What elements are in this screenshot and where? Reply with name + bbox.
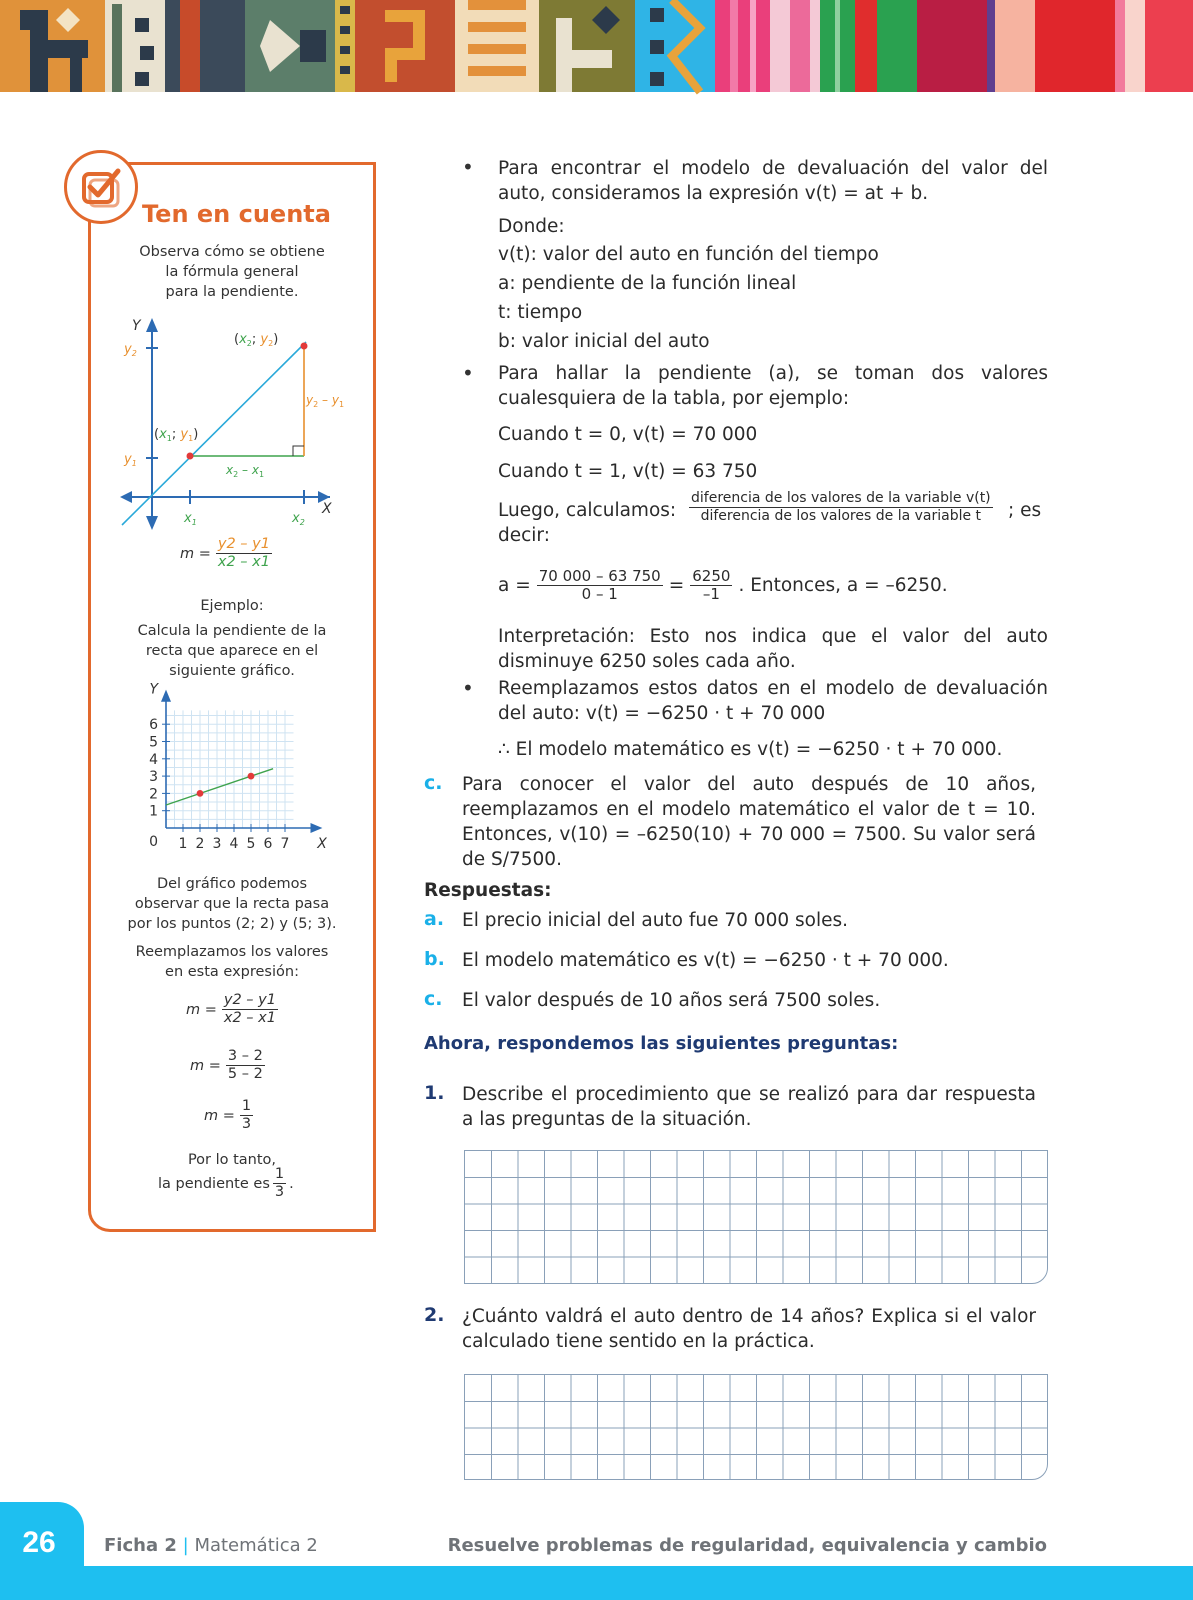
y-axis-label: Y	[149, 681, 158, 698]
definition-t: t: tiempo	[498, 302, 583, 323]
grid-lines	[465, 1151, 1047, 1283]
point-2	[301, 343, 308, 350]
example-label: Ejemplo:	[200, 598, 264, 614]
point-1	[187, 453, 194, 460]
item-c-label: c.	[424, 772, 443, 794]
y-tick-label: 1	[149, 803, 158, 820]
conclusion-line2: la pendiente es $\frac{1}{3}$ .	[158, 1166, 294, 1200]
svg-text:Y: Y	[132, 318, 141, 334]
question-2-text: ¿Cuánto valdrá el auto dentro de 14 años? Explica si el valor calculado tiene sentido en la práctica.	[462, 1306, 1036, 1352]
answer-grid-1[interactable]	[464, 1150, 1048, 1284]
answer-grid-2[interactable]	[464, 1374, 1048, 1480]
difference-ratio: $\frac{\text{diferencia de los valores de la variable v(t)}}{\text{diferencia de los valores de la variable t}}$	[691, 490, 991, 524]
ficha-label: Ficha 2	[104, 1535, 177, 1556]
replace-text: Reemplazamos los valores en esta expresión:	[135, 944, 329, 980]
bullet-2: •	[462, 361, 474, 385]
answer-a-label: a.	[424, 908, 445, 930]
footer-ficha	[104, 1535, 318, 1556]
data-point	[197, 790, 204, 797]
subject-label: Matemática 2	[194, 1535, 318, 1556]
definition-v: v(t): valor del auto en función del tiempo	[498, 244, 879, 265]
question-1-text: Describe el procedimiento que se realizó para dar respuesta a las preguntas de la situación.	[462, 1084, 1036, 1130]
interpretation: Interpretación: Esto nos indica que el valor del auto disminuye 6250 soles cada año.	[498, 626, 1048, 672]
x-tick-label: 2	[195, 836, 205, 852]
x-tick-label: 4	[229, 836, 239, 852]
definition-a: a: pendiente de la función lineal	[498, 273, 797, 294]
tip-title: Ten en cuenta	[142, 200, 331, 228]
case-t0: Cuando t = 0, v(t) = 70 000	[498, 424, 758, 445]
x-axis-arrow	[311, 823, 323, 833]
question-2-number: 2.	[424, 1304, 445, 1326]
footer-bar	[0, 1566, 1193, 1600]
svg-text:(x1; y1): ($x_1$; $y_1$)	[154, 427, 199, 443]
data-point	[248, 773, 255, 780]
answer-c-text: El valor después de 10 años será 7500 soles.	[462, 990, 881, 1011]
slope-diagram	[110, 312, 350, 534]
slope-formula-step2: m = $\frac{3 - 2}{5 - 2}$	[190, 1048, 263, 1082]
donde-label: Donde:	[498, 216, 565, 237]
page-number: 26	[22, 1526, 56, 1559]
y-tick-label: 6	[149, 717, 158, 734]
x-tick-label: 6	[263, 836, 273, 852]
slope-calculation: a = $\frac{70 000 - 63 750}{0 - 1}$ = $\frac{6250}{-1}$ . Entonces, a = –6250.	[498, 567, 948, 603]
case-t1: Cuando t = 1, v(t) = 63 750	[498, 461, 758, 482]
x-axis-label: X	[317, 836, 327, 852]
conclusion-line1: Por lo tanto,	[187, 1152, 277, 1168]
y-axis-down-arrow	[146, 516, 158, 530]
answers-title: Respuestas:	[424, 880, 552, 901]
answer-c-label: c.	[424, 988, 443, 1010]
paragraph-slope: Para hallar la pendiente (a), se toman dos valores cualesquiera de la tabla, por ejemplo:	[498, 363, 1048, 409]
svg-text:x1: $x_1$	[184, 511, 197, 527]
answer-b-label: b.	[424, 948, 445, 970]
questions-title: Ahora, respondemos las siguientes preguntas:	[424, 1033, 899, 1054]
footer-separator: |	[182, 1535, 189, 1556]
x-tick-label: 7	[280, 836, 290, 852]
paragraph-replace: Reemplazamos estos datos en el modelo de devaluación del auto: v(t) = −6250 · t + 70 000	[498, 678, 1048, 724]
x-tick-label: 5	[246, 836, 256, 852]
example-text: Calcula la pendiente de la recta que aparece en el siguiente gráfico.	[137, 623, 327, 679]
x-tick-label: 3	[212, 836, 222, 852]
tip-intro: Observa cómo se obtiene la fórmula general para la pendiente.	[139, 244, 325, 300]
series-line	[166, 769, 273, 805]
decir-text: decir:	[498, 525, 550, 546]
svg-text:x2: $x_2$	[292, 511, 305, 527]
es-text: ; es	[1008, 500, 1042, 521]
svg-text:(x2; y2): ($x_2$; $y_2$)	[234, 332, 279, 348]
y-tick-label: 5	[149, 734, 158, 751]
x-tick-label: 1	[178, 836, 188, 852]
decorative-textile-banner	[0, 0, 1193, 92]
y-axis-up-arrow	[146, 318, 158, 332]
y-tick-label: 2	[149, 786, 158, 803]
bullet-1: •	[462, 155, 474, 179]
answer-b-text: El modelo matemático es v(t) = −6250 · t + 70 000.	[462, 950, 949, 971]
svg-text:y1: $y_1$	[124, 452, 137, 468]
origin-label: 0	[149, 834, 158, 850]
definition-b: b: valor inicial del auto	[498, 331, 710, 352]
checklist-icon	[64, 150, 138, 224]
slope-formula-step1: m = $\frac{y2 - y1}{x2 - x1}$	[186, 992, 276, 1026]
paragraph-model: Para encontrar el modelo de devaluación del valor del auto, consideramos la expresión v(t) = at + b.	[498, 158, 1048, 204]
svg-text:y2: $y_2$	[124, 342, 137, 358]
y-tick-label: 4	[149, 751, 158, 768]
x-axis-left-arrow	[120, 491, 132, 503]
slope-formula-step3: m = $\frac{1}{3}$	[204, 1098, 252, 1132]
example-line-chart	[146, 681, 342, 868]
model-conclusion: ∴ El modelo matemático es v(t) = −6250 · t + 70 000.	[498, 739, 1003, 760]
y-tick-label: 3	[149, 769, 158, 786]
answer-a-text: El precio inicial del auto fue 70 000 soles.	[462, 910, 848, 931]
general-slope-formula: m = $\frac{y2 - y1}{x2 - x1}$	[180, 536, 270, 570]
footer-competence: Resuelve problemas de regularidad, equivalencia y cambio	[447, 1535, 1047, 1556]
item-c-text: Para conocer el valor del auto después de 10 años, reemplazamos en el modelo matemático el valor de t = 10. Entonces, v(10) = –6250(10) + 70 000 = 7500. Su valor será de S/7500.	[462, 774, 1036, 870]
svg-text:X: X	[322, 501, 332, 517]
question-1-number: 1.	[424, 1082, 445, 1104]
graph-observation: Del gráfico podemos observar que la recta pasa por los puntos (2; 2) y (5; 3).	[127, 876, 337, 932]
grid-lines	[465, 1375, 1047, 1479]
svg-text:y2 – y1: $y_2 - y_1$	[306, 393, 345, 409]
luego-text: Luego, calculamos:	[498, 500, 677, 521]
svg-text:x2 – x1: $x_2 - x_1$	[226, 463, 265, 479]
bullet-3: •	[462, 676, 474, 700]
